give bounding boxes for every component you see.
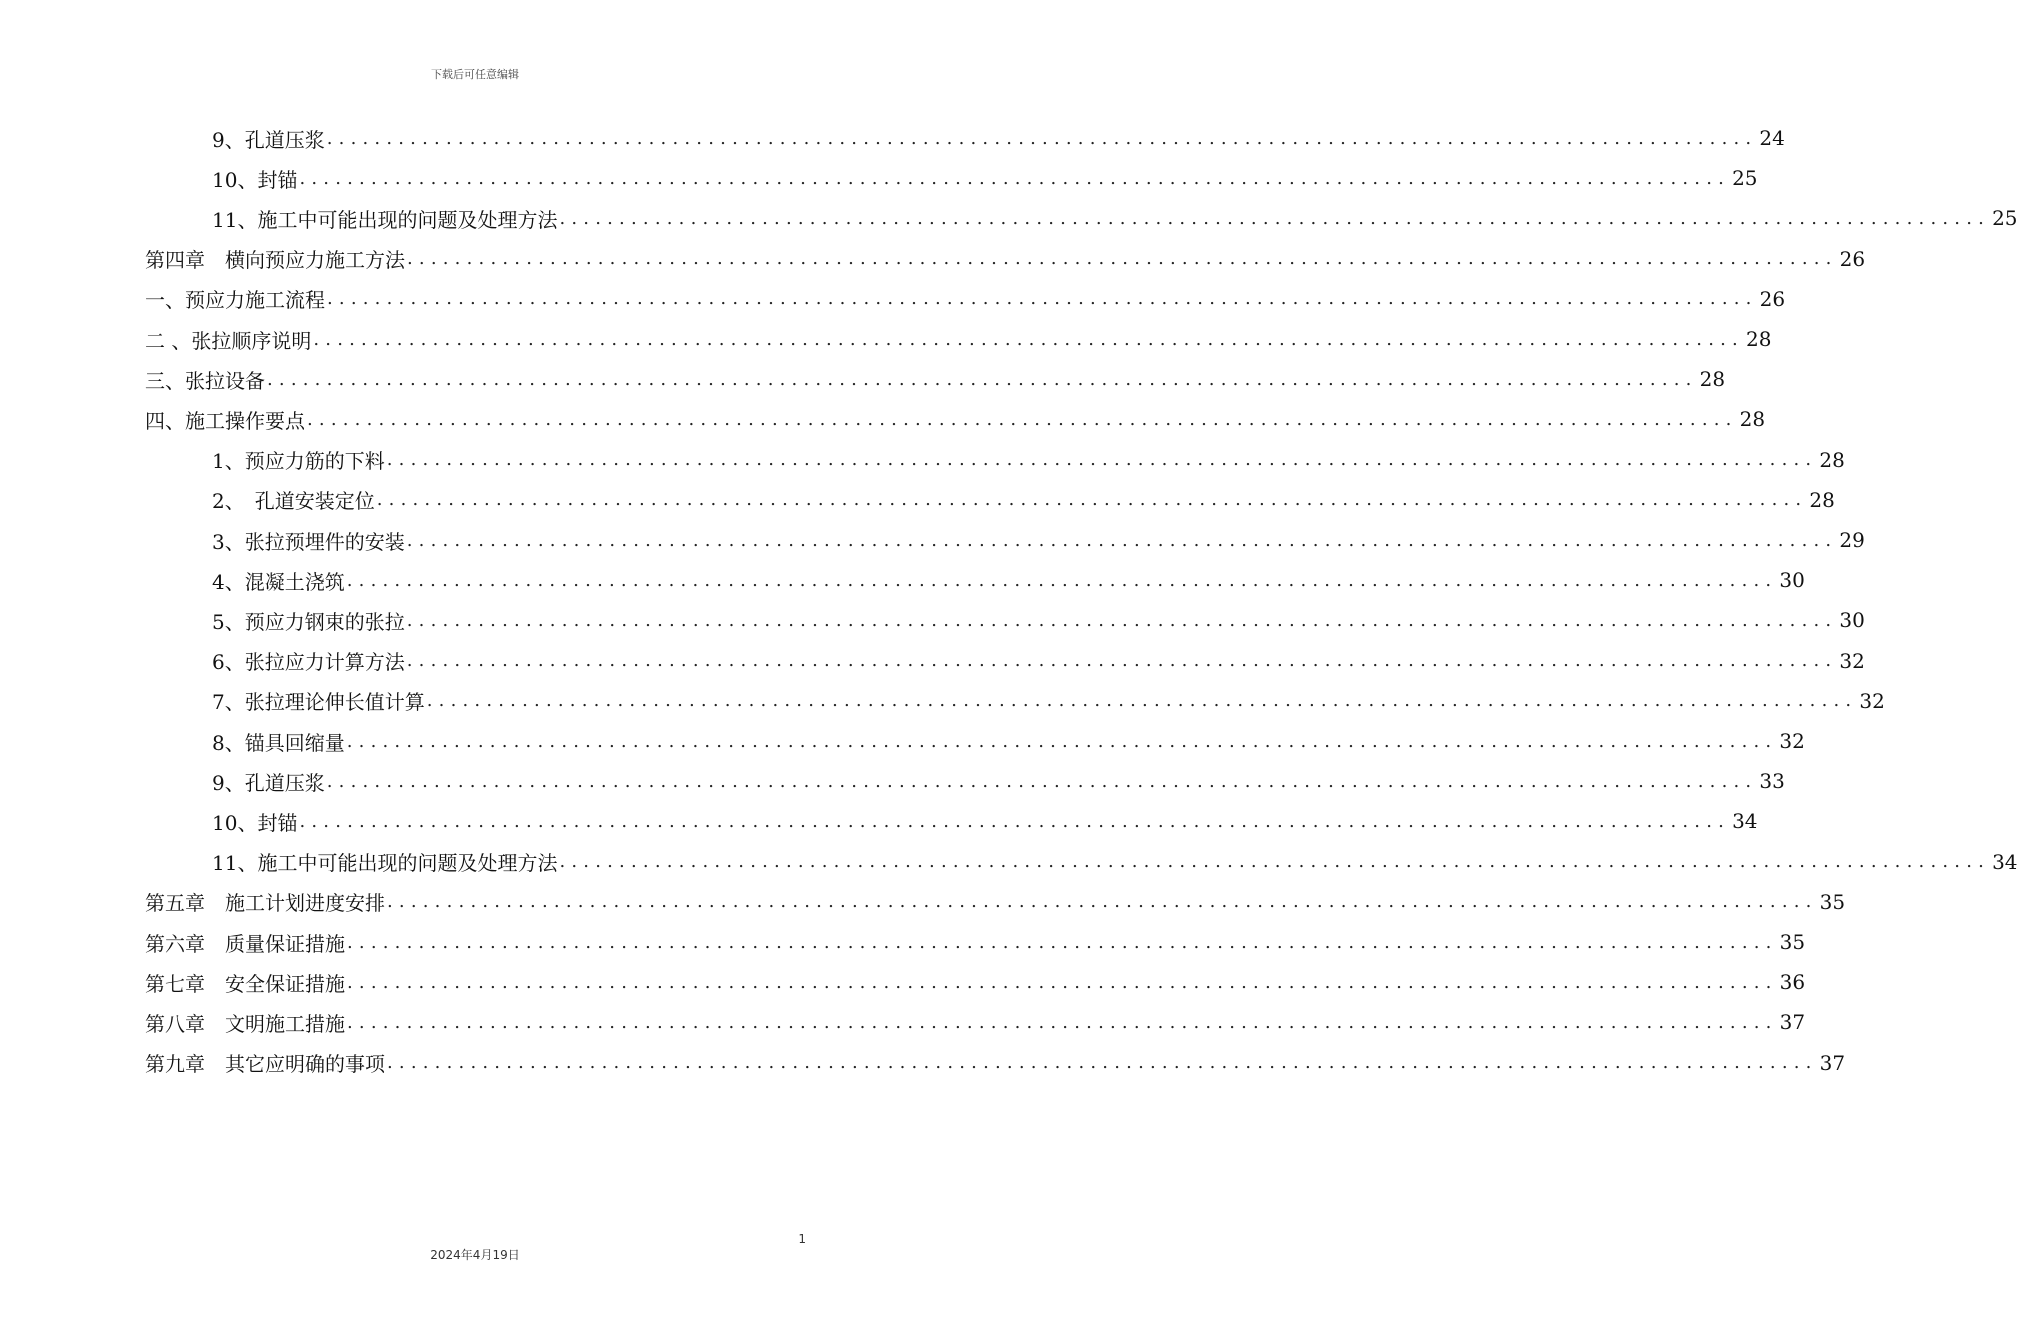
toc-entry-title: 11、施工中可能出现的问题及处理方法 xyxy=(212,207,558,232)
toc-entry-page: 35 xyxy=(1819,889,1846,914)
toc-leader-dots: ........................................................................................................................ xyxy=(406,609,1838,631)
toc-leader-dots: ........................................................................................................................ xyxy=(407,248,1838,270)
toc-entry-page: 26 xyxy=(1759,286,1786,311)
toc-entry-page: 26 xyxy=(1839,246,1866,271)
toc-entry[interactable] xyxy=(145,239,1866,279)
toc-leader-dots: ........................................................................................................................ xyxy=(376,489,1808,511)
toc-entry[interactable] xyxy=(212,560,1805,600)
toc-entry-title: 4、混凝土浇筑 xyxy=(212,569,345,594)
toc-entry-page: 28 xyxy=(1809,487,1835,512)
toc-entry-title: 6、张拉应力计算方法 xyxy=(212,650,405,675)
toc-entry-page: 25 xyxy=(1992,206,2018,231)
toc-entry[interactable] xyxy=(145,1043,1846,1083)
toc-entry-page: 25 xyxy=(1732,166,1758,191)
toc-leader-dots: ........................................................................................................................ xyxy=(347,1011,1778,1033)
toc-entry-title: 7、张拉理论伸长值计算 xyxy=(212,690,425,715)
toc-entry[interactable] xyxy=(145,279,1786,319)
toc-leader-dots: ........................................................................................................................ xyxy=(347,931,1778,953)
toc-entry-page: 29 xyxy=(1839,528,1865,552)
toc-leader-dots: ........................................................................................................................ xyxy=(326,770,1758,792)
toc-entry-title: 第七章 安全保证措施 xyxy=(145,971,345,996)
toc-entry-title: 10、封锚 xyxy=(212,167,298,192)
toc-entry[interactable] xyxy=(145,922,1806,962)
toc-entry[interactable] xyxy=(212,480,1835,520)
toc-entry-title: 9、孔道压浆 xyxy=(212,770,325,795)
toc-entry[interactable] xyxy=(212,681,1885,721)
toc-entry[interactable] xyxy=(145,1002,1806,1042)
toc-entry-title: 5、预应力钢束的张拉 xyxy=(212,609,405,634)
toc-entry-title: 第四章 横向预应力施工方法 xyxy=(145,248,405,273)
toc-entry-page: 35 xyxy=(1779,930,1806,954)
toc-leader-dots: ........................................................................................................................ xyxy=(346,569,1778,591)
toc-leader-dots: ........................................................................................................................ xyxy=(426,690,1858,712)
toc-entry-page: 33 xyxy=(1759,769,1785,794)
toc-entry[interactable] xyxy=(212,641,1865,681)
toc-entry[interactable] xyxy=(212,801,1758,841)
toc-entry[interactable] xyxy=(212,118,1785,158)
toc-entry-title: 10、封锚 xyxy=(212,810,298,835)
toc-entry-title: 三、张拉设备 xyxy=(145,368,265,393)
toc-entry-page: 34 xyxy=(1992,849,2018,874)
toc-leader-dots: ........................................................................................................................ xyxy=(299,810,1731,832)
toc-entry-title: 第六章 质量保证措施 xyxy=(145,931,345,956)
toc-leader-dots: ........................................................................................................................ xyxy=(387,891,1818,913)
page-number: 1 xyxy=(798,1232,806,1246)
toc-leader-dots: ........................................................................................................................ xyxy=(559,851,1991,873)
footer-date: 2024年4月19日 xyxy=(430,1248,520,1262)
toc-entry[interactable] xyxy=(212,761,1785,801)
toc-entry[interactable] xyxy=(145,319,1772,359)
toc-entry-page: 32 xyxy=(1859,688,1885,713)
toc-leader-dots: ........................................................................................................................ xyxy=(406,529,1838,551)
toc-entry-page: 24 xyxy=(1759,126,1785,150)
toc-entry[interactable] xyxy=(212,721,1805,761)
toc-entry-title: 一、预应力施工流程 xyxy=(145,288,325,313)
toc-entry[interactable] xyxy=(145,882,1846,922)
toc-entry[interactable] xyxy=(145,359,1726,399)
toc-entry-title: 第五章 施工计划进度安排 xyxy=(145,891,385,916)
toc-entry[interactable] xyxy=(212,600,1865,640)
toc-entry-page: 34 xyxy=(1732,809,1758,834)
toc-leader-dots: ........................................................................................................................ xyxy=(327,288,1758,310)
toc-leader-dots: ........................................................................................................................ xyxy=(313,328,1744,350)
toc-entry[interactable] xyxy=(212,440,1845,480)
toc-entry-title: 二 、张拉顺序说明 xyxy=(145,328,312,353)
toc-entry-title: 8、锚具回缩量 xyxy=(212,730,345,755)
toc-entry-page: 36 xyxy=(1779,970,1806,995)
toc-entry-title: 3、张拉预埋件的安装 xyxy=(212,529,405,554)
page-header: 下载后可任意编辑 xyxy=(431,68,519,81)
toc-leader-dots: ........................................................................................................................ xyxy=(559,207,1991,229)
toc-entry-title: 四、施工操作要点 xyxy=(145,408,305,433)
toc-entry[interactable] xyxy=(212,198,2018,238)
toc-entry[interactable] xyxy=(212,842,2018,882)
toc-entry-title: 第八章 文明施工措施 xyxy=(145,1011,345,1036)
toc-leader-dots: ........................................................................................................................ xyxy=(307,408,1738,430)
toc-leader-dots: ........................................................................................................................ xyxy=(346,730,1778,752)
toc-entry-page: 32 xyxy=(1779,729,1805,753)
toc-entry-title: 11、施工中可能出现的问题及处理方法 xyxy=(212,851,558,876)
toc-entry-page: 30 xyxy=(1839,608,1865,633)
toc-leader-dots: ........................................................................................................................ xyxy=(299,167,1731,189)
toc-entry-page: 30 xyxy=(1779,568,1805,593)
toc-entry-title: 9、孔道压浆 xyxy=(212,127,325,152)
toc-entry-page: 28 xyxy=(1739,407,1766,432)
toc-leader-dots: ........................................................................................................................ xyxy=(326,127,1758,149)
toc-entry-title: 2、 孔道安装定位 xyxy=(212,489,375,514)
toc-entry[interactable] xyxy=(212,158,1758,198)
toc-entry-page: 28 xyxy=(1699,367,1726,392)
toc-entry[interactable] xyxy=(145,399,1766,439)
toc-leader-dots: ........................................................................................................................ xyxy=(406,650,1838,672)
toc-leader-dots: ........................................................................................................................ xyxy=(267,368,1698,390)
toc-leader-dots: ........................................................................................................................ xyxy=(386,449,1818,471)
toc-entry-page: 37 xyxy=(1819,1050,1846,1075)
toc-entry-page: 32 xyxy=(1839,648,1865,673)
toc-leader-dots: ........................................................................................................................ xyxy=(347,971,1778,993)
toc-entry-page: 28 xyxy=(1819,447,1845,472)
toc-leader-dots: ........................................................................................................................ xyxy=(387,1052,1818,1074)
toc-entry[interactable] xyxy=(145,962,1806,1002)
toc-entry-title: 1、预应力筋的下料 xyxy=(212,449,385,474)
toc-entry-title: 第九章 其它应明确的事项 xyxy=(145,1052,385,1077)
toc-entry-page: 28 xyxy=(1745,327,1772,351)
toc-entry-page: 37 xyxy=(1779,1010,1806,1035)
toc-entry[interactable] xyxy=(212,520,1865,560)
